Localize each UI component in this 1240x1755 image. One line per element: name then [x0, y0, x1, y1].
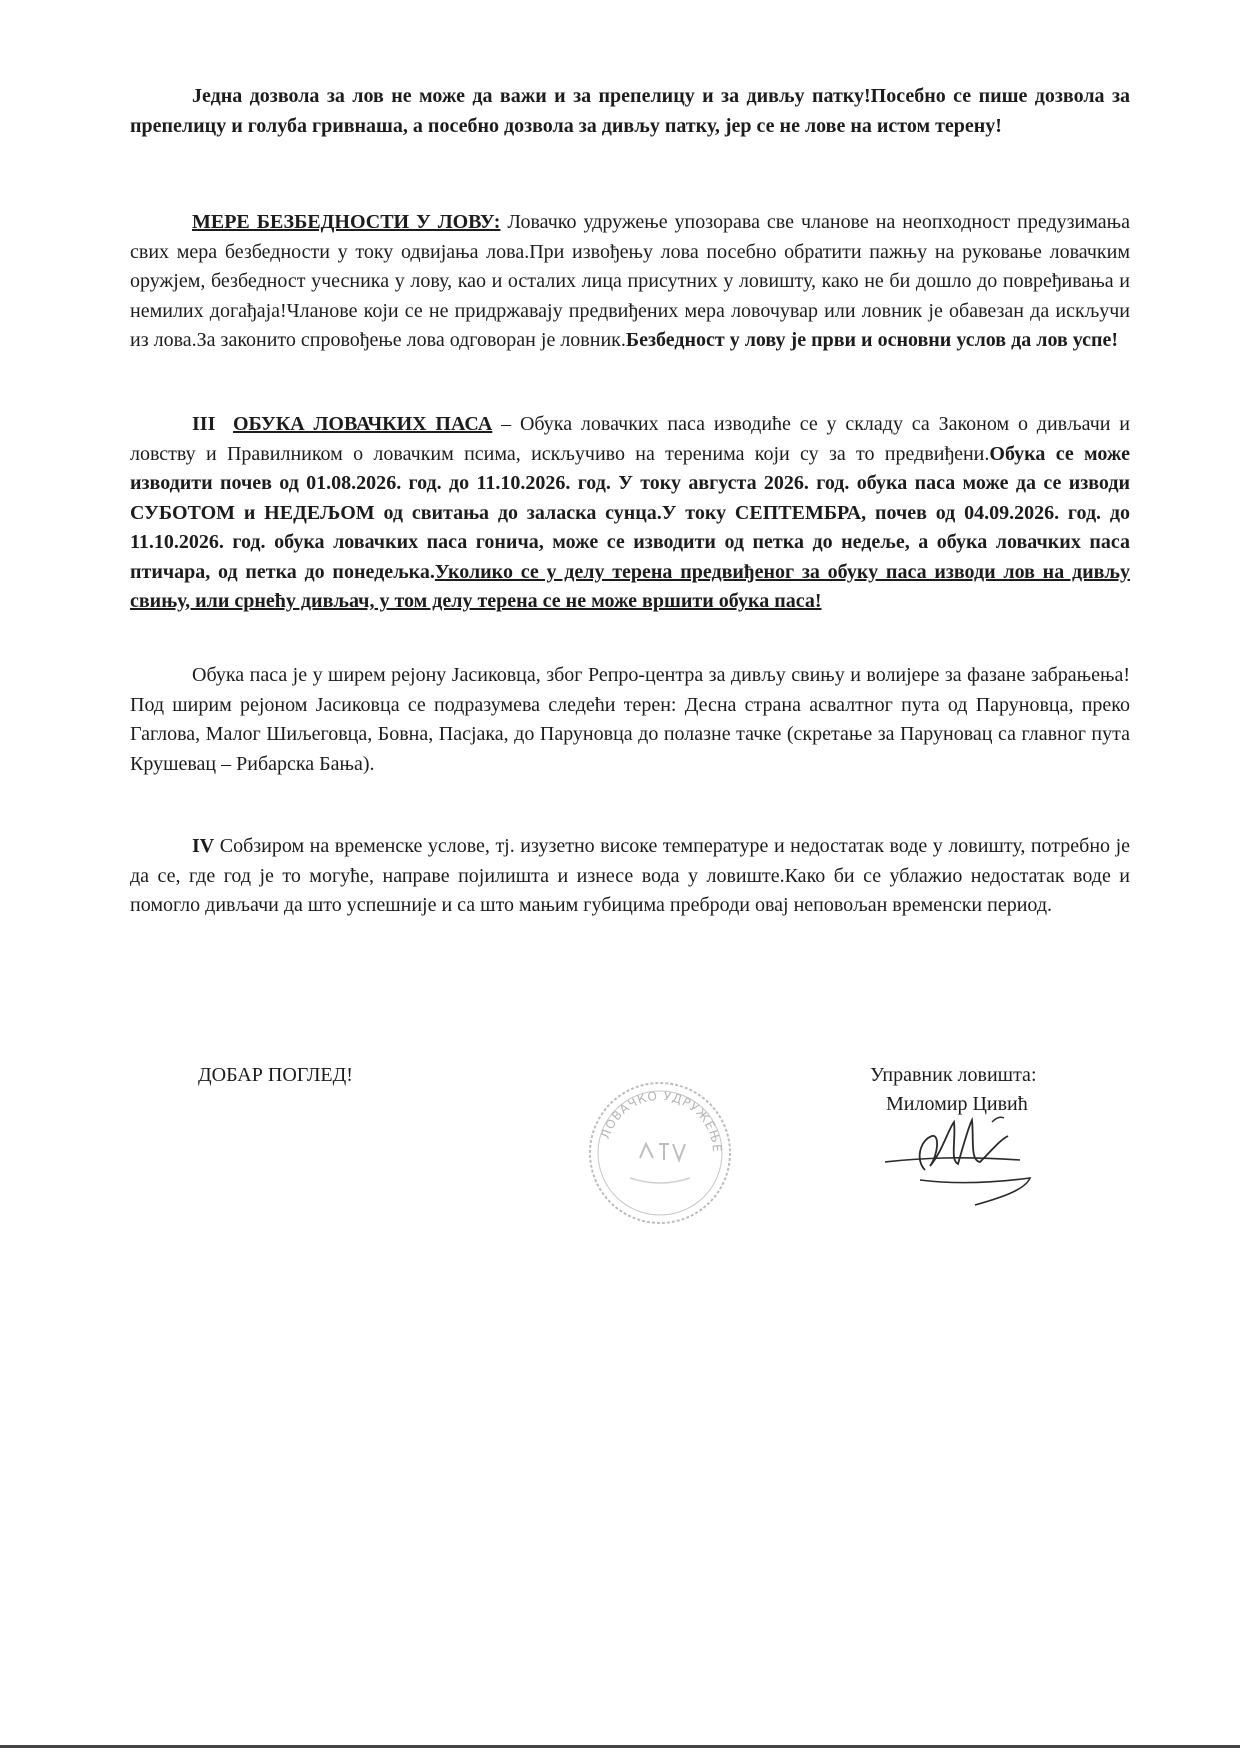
- dog-training-schedule: Обука се може изводити почев од 01.08.2026. год. до 11.10.2026. год. У току августа 2026. год. обука паса може да се изводи СУБОТОМ и НЕДЕЉОМ од свитања до заласка сунца.У току СЕПТЕМБРА, почев од 04.09.2026. год. до 11.10.2026. год. обука ловачких паса гонича, може се изводити од петка до недеље, а обука ловачких паса птичара, од петка до понедељка.: [130, 442, 1130, 583]
- safety-heading: МЕРЕ БЕЗБЕДНОСТИ У ЛОВУ:: [192, 211, 501, 233]
- paragraph-single-permit: [130, 82, 1130, 141]
- single-permit-notice: Једна дозвола за лов не може да важи и за препелицу и за дивљу патку!Посебно се пише дозвола за препелицу и голуба гривнаша, а посебно дозвола за дивљу патку, јер се не лове на истом терену!: [130, 85, 1130, 137]
- signatory-name: Миломир Цивић: [886, 1093, 1028, 1115]
- signatory-title: Управник ловишта:: [870, 1064, 1037, 1086]
- weather-body: Собзиром на временске услове, тј. изузетно високе температуре и недостатак воде у ловишту, потребно је да се, где год је то могуће, направе појилишта и изнесе вода у ловиште.Како би се ублажио недостатак воде и помогло дивљачи да што успешније и са што мањим губицима преброди овај неповољан временски период.: [130, 835, 1130, 916]
- stamp-text: ЛОВАЧКО УДРУЖЕЊЕ: [598, 1088, 725, 1154]
- paragraph-jasikovac-area: [130, 661, 1130, 779]
- dog-training-restriction: Уколико се у делу терена предвиђеног за обуку паса изводи лов на дивљу свињу, или срнећу дивљач, у том делу терена се не може вршити обука паса!: [130, 560, 1130, 612]
- paragraph-dog-training: [130, 410, 1130, 617]
- section-numeral-iii: III: [192, 413, 216, 435]
- paragraph-safety-measures: [130, 208, 1130, 356]
- scan-edge-rule: [0, 1745, 1240, 1748]
- paragraph-weather-conditions: [130, 832, 1130, 921]
- dog-training-heading: ОБУКА ЛОВАЧКИХ ПАСА: [232, 413, 493, 435]
- closing-greeting: ДОБАР ПОГЛЕД!: [198, 1064, 353, 1086]
- stamp-seal: [585, 1078, 735, 1228]
- jasikovac-area-body: Обука паса је у ширем рејону Јасиковца, због Репро-центра за дивљу свињу и волијере за фазане забрањења!Под ширим рејоном Јасиковца се подразумева следећи терен: Десна страна асвалтног пута од Паруновца, преко Гаглова, Малог Шиљеговца, Бовна, Пасјака, до Паруновца до полазне тачке (скретање за Паруновац са главног пута Крушевац – Рибарска Бања).: [130, 664, 1130, 775]
- dog-training-body: – Обука ловачких паса изводиће се у складу са Законом о дивљачи и ловству и Правилником о ловачким псима, искључиво на теренима који су за то предвиђени.: [130, 413, 1131, 465]
- section-numeral-iv: IV: [192, 835, 215, 857]
- handwritten-signature: [880, 1100, 1055, 1215]
- safety-body: Ловачко удружење упозорава све чланове на неопходност предузимања свих мера безбедности у току одвијања лова.При извођењу лова посебно обратити пажњу на руковање ловачким оружјем, безбедност учесника у лову, као и осталих лица присутних у ловишту, како не би дошло до повређивања и немилих догађаја!Чланове који се не придржавају предвиђених мера ловочувар или ловник је обавезан да искључи из лова.За законито спровођење лова одговоран је ловник.: [130, 211, 1130, 351]
- safety-conclusion: Безбедност у лову је први и основни услов да лов успе!: [625, 329, 1119, 351]
